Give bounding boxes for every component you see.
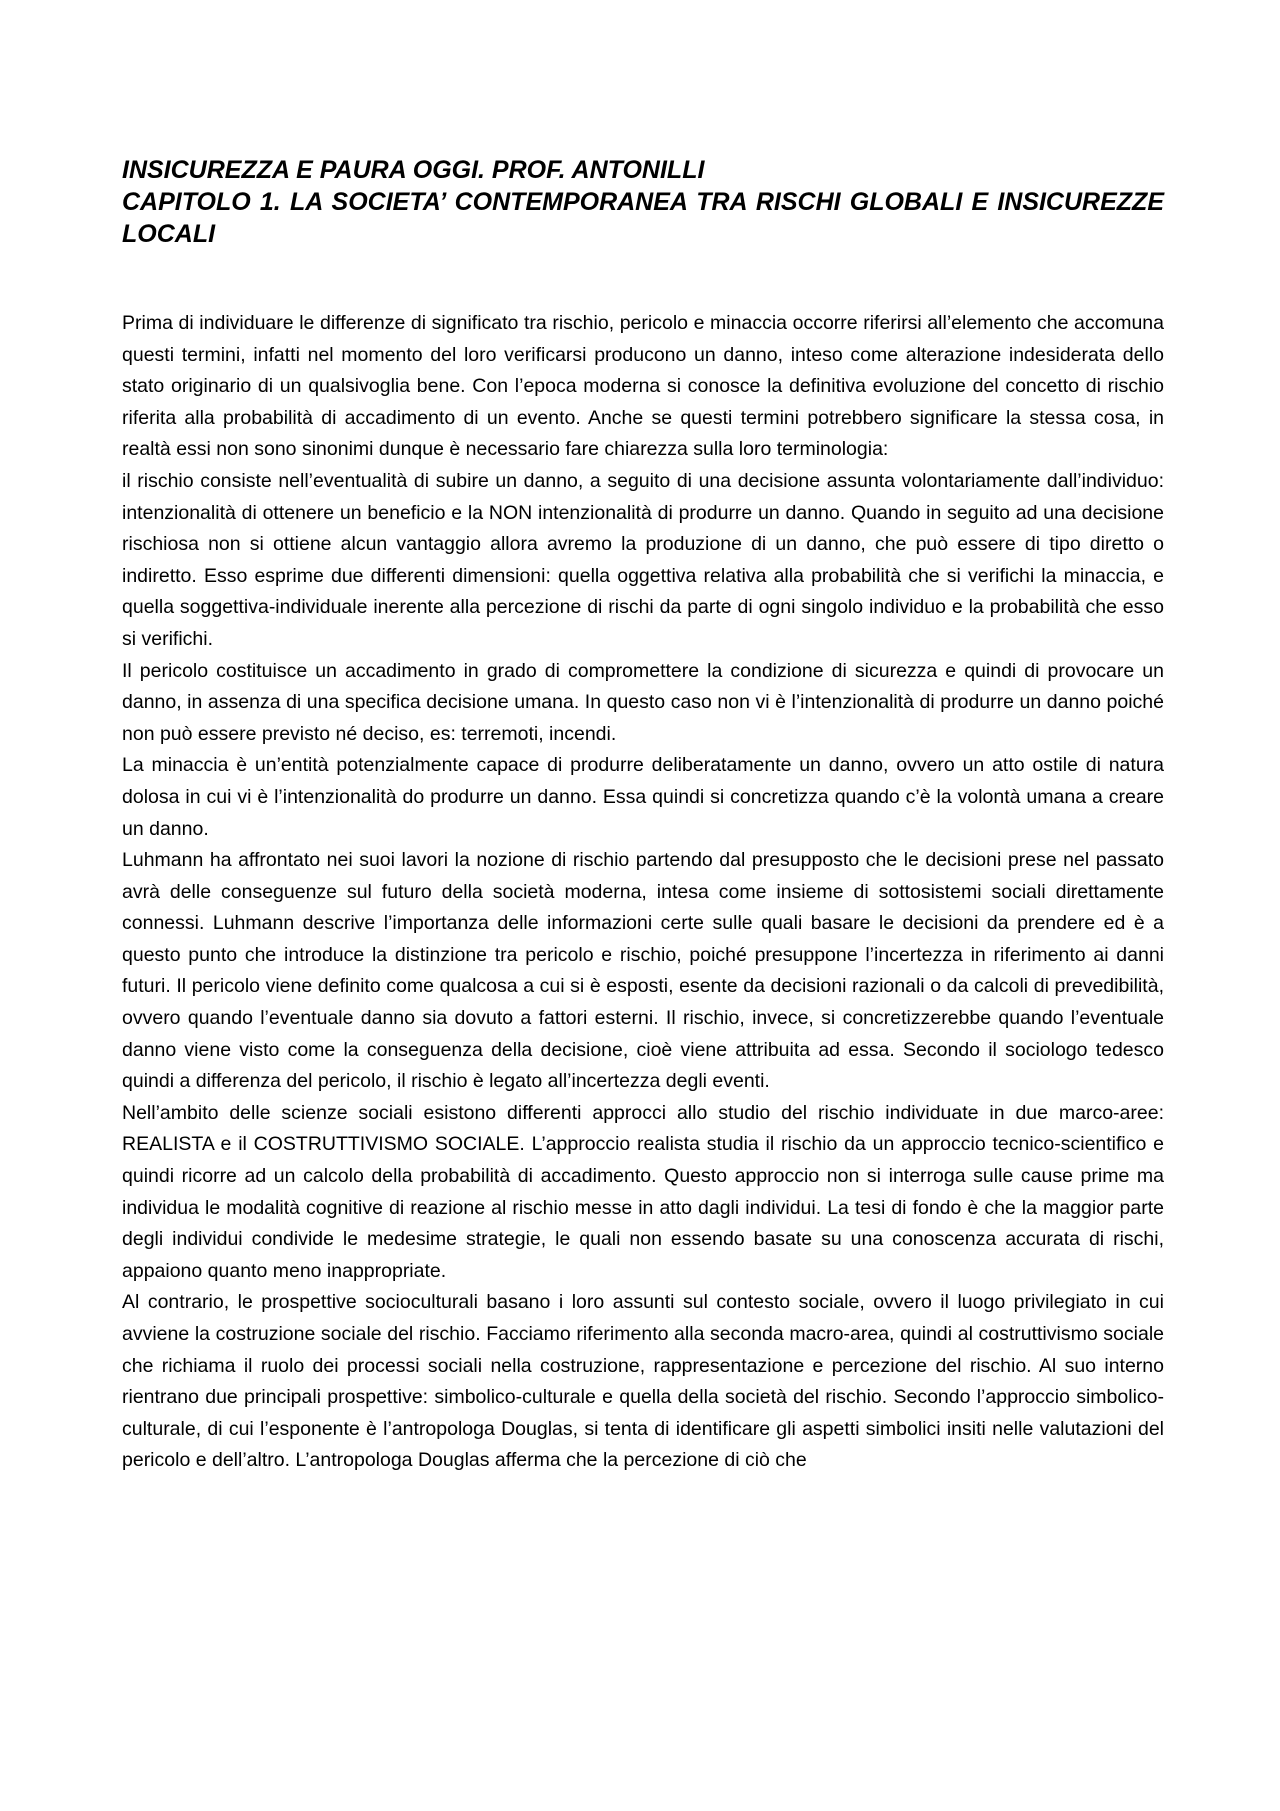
paragraph-intro: Prima di individuare le differenze di significato tra rischio, pericolo e minaccia occorre riferirsi all’elemento che accomuna questi termini, infatti nel momento del loro verificarsi producono un danno, inteso come alterazione indesiderata dello stato originario di un qualsivoglia bene. Con l’epoca moderna si conosce la definitiva evoluzione del concetto di rischio riferita alla probabilità di accadimento di un evento. Anche se questi termini potrebbero significare la stessa cosa, in realtà essi non sono sinonimi dunque è necessario fare chiarezza sulla loro terminologia: — [122, 312, 1164, 461]
paragraph-approcci: Nell’ambito delle scienze sociali esistono differenti approcci allo studio del rischio individuate in due marco-aree: REALISTA e il COSTRUTTIVISMO SOCIALE. L’approccio realista studia il rischio da un approccio tecnico-scientifico e quindi ricorre ad un calcolo della probabilità di accadimento. Questo approccio non si interroga sulle cause prime ma individua le modalità cognitive di reazione al rischio messe in atto dagli individui. La tesi di fondo è che la maggior parte degli individui condivide le medesime strategie, le quali non essendo basate su una conoscenza accurata di rischi, appaiono quanto meno inappropriate. — [122, 1101, 1164, 1282]
paragraph-socioculturali: Al contrario, le prospettive socioculturali basano i loro assunti sul contesto sociale, ovvero il luogo privilegiato in cui avviene la costruzione sociale del rischio. Facciamo riferimento alla seconda macro-area, quindi al costruttivismo sociale che richiama il ruolo dei processi sociali nella costruzione, rappresentazione e percezione del rischio. Al suo interno rientrano due principali prospettive: simbolico-culturale e quella della società del rischio. Secondo l’approccio simbolico-culturale, di cui l’esponente è l’antropologa Douglas, si tenta di identificare gli aspetti simbolici insiti nelle valutazioni del pericolo e dell’altro. L’antropologa Douglas afferma che la percezione di ciò che — [122, 1291, 1164, 1472]
paragraph-pericolo: Il pericolo costituisce un accadimento in grado di compromettere la condizione di sicurezza e quindi di provocare un danno, in assenza di una specifica decisione umana. In questo caso non vi è l’intenzionalità di produrre un danno poiché non può essere previsto né deciso, es: terremoti, incendi. — [122, 659, 1164, 745]
paragraph-luhmann: Luhmann ha affrontato nei suoi lavori la nozione di rischio partendo dal presupposto che le decisioni prese nel passato avrà delle conseguenze sul futuro della società moderna, intesa come insieme di sottosistemi sociali direttamente connessi. Luhmann descrive l’importanza delle informazioni certe sulle quali basare le decisioni da prendere ed è a questo punto che introduce la distinzione tra pericolo e rischio, poiché presuppone l’incertezza in riferimento ai danni futuri. Il pericolo viene definito come qualcosa a cui si è esposti, esente da decisioni razionali o da calcoli di prevedibilità, ovvero quando l’eventuale danno sia dovuto a fattori esterni. Il rischio, invece, si concretizzerebbe quando l’eventuale danno viene visto come la conseguenza della decisione, cioè viene attribuita ad essa. Secondo il sociologo tedesco quindi a differenza del pericolo, il rischio è legato all’incertezza degli eventi. — [122, 849, 1164, 1093]
paragraph-minaccia: La minaccia è un’entità potenzialmente capace di produrre deliberatamente un danno, ovvero un atto ostile di natura dolosa in cui vi è l’intenzionalità do produrre un danno. Essa quindi si concretizza quando c’è la volontà umana a creare un danno. — [122, 754, 1164, 840]
body-text — [122, 308, 1164, 1477]
document-title: INSICUREZZA E PAURA OGGI. PROF. ANTONILLI — [122, 156, 705, 184]
paragraph-rischio: il rischio consiste nell’eventualità di subire un danno, a seguito di una decisione assunta volontariamente dall’individuo: intenzionalità di ottenere un beneficio e la NON intenzionalità di produrre un danno. Quando in seguito ad una decisione rischiosa non si ottiene alcun vantaggio allora avremo la produzione di un danno, che può essere di tipo diretto o indiretto. Esso esprime due differenti dimensioni: quella oggettiva relativa alla probabilità che si verifichi la minaccia, e quella soggettiva-individuale inerente alla percezione di rischi da parte di ogni singolo individuo e la probabilità che esso si verifichi. — [122, 469, 1164, 650]
chapter-heading: CAPITOLO 1. LA SOCIETA’ CONTEMPORANEA TRA RISCHI GLOBALI E INSICUREZZE LOCALI — [122, 188, 1164, 248]
document-content — [122, 154, 1164, 1477]
